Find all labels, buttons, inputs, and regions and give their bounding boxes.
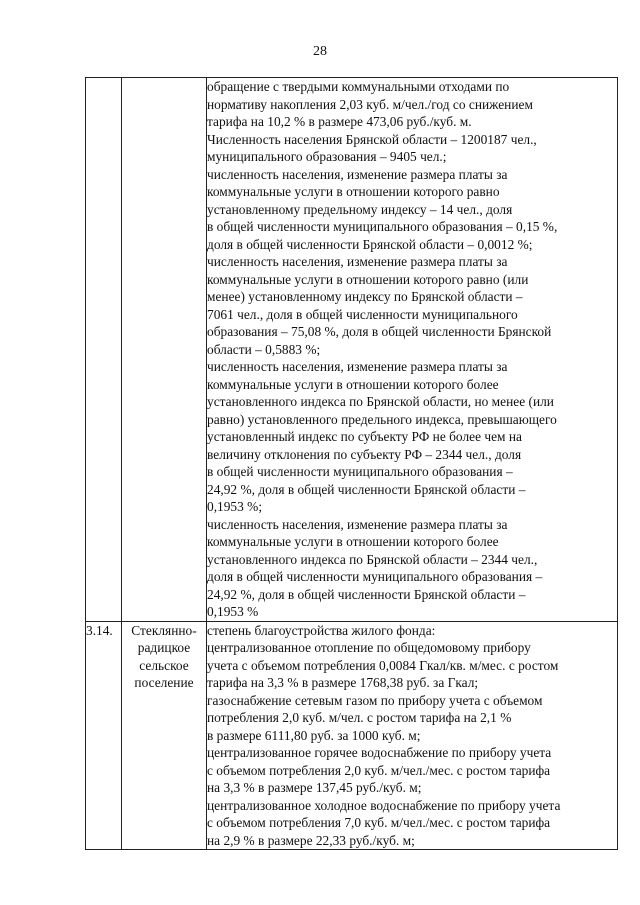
description-line: установленного индекса по Брянской области, но менее (или — [207, 394, 554, 409]
description-line: области – 0,5883 %; — [207, 341, 321, 357]
description-line: газоснабжение сетевым газом по прибору учета с объемом — [207, 692, 543, 708]
municipality-name-line: сельское — [139, 657, 189, 673]
description-line: с объемом потребления 7,0 куб. м/чел./мес. с ростом тарифа — [207, 815, 551, 830]
description-cell — [207, 621, 618, 850]
description-cell — [207, 78, 618, 622]
description-line: численность населения, изменение размера платы за — [207, 516, 508, 532]
description-line: тарифа на 10,2 % в размере 473,06 руб./куб. м. — [207, 114, 472, 129]
description-line: в общей численности муниципального образования – — [207, 464, 513, 479]
row-number — [86, 78, 121, 96]
description-line: установленного индекса по Брянской области – 2344 чел., — [207, 551, 538, 567]
page-number: 28 — [313, 44, 327, 59]
municipality-name-cell — [122, 78, 207, 622]
description-line: централизованное горячее водоснабжение по прибору учета — [207, 745, 552, 760]
description-line: 24,92 %, доля в общей численности Брянской области – — [207, 586, 526, 602]
description-line: Численность населения Брянской области – 1200187 чел., — [207, 131, 537, 147]
description-line: численность населения, изменение размера платы за — [207, 166, 508, 182]
description-line: установленный индекс по субъекту РФ не более чем на — [207, 429, 522, 444]
municipality-name-line: Стеклянно- — [131, 622, 197, 638]
description-line: равно) установленного предельного индекса, превышающего — [207, 411, 557, 427]
description-line: нормативу накопления 2,03 куб. м/чел./год со снижением — [207, 96, 533, 112]
description-line: 7061 чел., доля в общей численности муниципального — [207, 306, 518, 322]
description-line: 24,92 %, доля в общей численности Брянской области – — [207, 481, 526, 497]
municipality-name-line: поселение — [134, 675, 194, 690]
description-line: степень благоустройства жилого фонда: — [207, 622, 436, 638]
table-row — [86, 621, 618, 850]
row-number: 3.14. — [86, 622, 113, 638]
description-line: численность населения, изменение размера платы за — [207, 359, 508, 374]
description-line: коммунальные услуги в отношении которого равно (или — [207, 271, 529, 287]
tariff-table — [85, 77, 618, 850]
row-number-cell — [86, 78, 122, 622]
description-line: менее) установленному индексу по Брянской области – — [207, 289, 523, 304]
description-line: 0,1953 %; — [207, 499, 263, 514]
description-line: доля в общей численности Брянской области – 0,0012 %; — [207, 236, 533, 252]
description-line: централизованное отопление по общедомовому прибору — [207, 640, 531, 655]
description-line: тарифа на 3,3 % в размере 1768,38 руб. за Гкал; — [207, 675, 479, 690]
description-line: с объемом потребления 2,0 куб. м/чел./мес. с ростом тарифа — [207, 762, 551, 778]
description-line: потребления 2,0 куб. м/чел. с ростом тарифа на 2,1 % — [207, 710, 512, 725]
description-line: централизованное холодное водоснабжение по прибору учета — [207, 797, 561, 813]
description-line: обращение с твердыми коммунальными отходами по — [207, 79, 510, 94]
description-line: коммунальные услуги в отношении которого равно — [207, 184, 500, 199]
description-line: численность населения, изменение размера платы за — [207, 254, 508, 269]
row-number-cell — [86, 621, 122, 850]
description-line: образования – 75,08 %, доля в общей численности Брянской — [207, 324, 552, 339]
description-line: 0,1953 % — [207, 604, 259, 619]
description-line: коммунальные услуги в отношении которого более — [207, 534, 499, 549]
description-line: в размере 6111,80 руб. за 1000 куб. м; — [207, 727, 421, 743]
description-line: на 2,9 % в размере 22,33 руб./куб. м; — [207, 832, 415, 848]
table-body — [86, 78, 618, 850]
description-line: муниципального образования – 9405 чел.; — [207, 149, 447, 164]
description-line: на 3,3 % в размере 137,45 руб./куб. м; — [207, 780, 422, 795]
description-line: учета с объемом потребления 0,0084 Гкал/кв. м/мес. с ростом — [207, 657, 559, 673]
description-line: величину отклонения по субъекту РФ – 2344 чел., доля — [207, 446, 522, 462]
description-line: установленному предельному индексу – 14 чел., доля — [207, 201, 513, 217]
description-line: в общей численности муниципального образования – 0,15 %, — [207, 219, 558, 234]
description-line: доля в общей численности муниципального образования – — [207, 569, 543, 584]
municipality-name-cell — [122, 621, 207, 850]
municipality-name-line: радицкое — [137, 640, 191, 655]
table-row — [86, 78, 618, 622]
description-line: коммунальные услуги в отношении которого более — [207, 376, 499, 392]
